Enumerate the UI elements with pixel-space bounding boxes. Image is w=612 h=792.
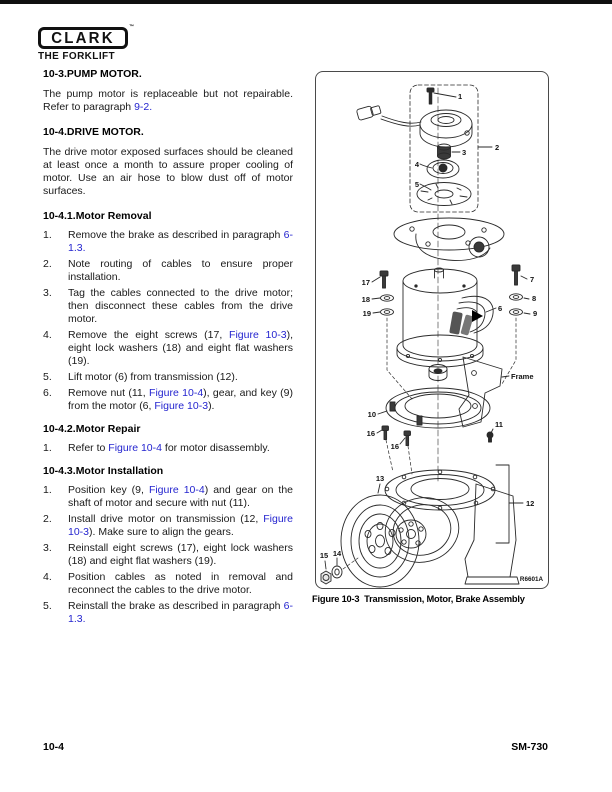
item-number: 1. bbox=[43, 442, 52, 454]
callout-8: 8 bbox=[532, 294, 537, 303]
item-number: 2. bbox=[43, 513, 52, 525]
page-number: 10-4 bbox=[43, 741, 65, 753]
text-column bbox=[43, 68, 293, 629]
callout-15: 15 bbox=[319, 551, 329, 560]
callout-6: 6 bbox=[498, 304, 503, 313]
doc-code: SM-730 bbox=[511, 741, 548, 753]
callout-2: 2 bbox=[495, 143, 500, 152]
callout-3: 3 bbox=[462, 148, 467, 157]
list-item bbox=[43, 571, 293, 597]
paragraph-text: Remove nut (11, bbox=[68, 387, 150, 399]
callout-11: 11 bbox=[495, 420, 503, 429]
xref-link[interactable]: Figure 10-3 bbox=[229, 329, 287, 341]
paragraph-text: Refer to bbox=[68, 442, 109, 454]
list-item bbox=[43, 329, 293, 368]
item-number: 5. bbox=[43, 371, 52, 383]
clark-logo-box bbox=[38, 27, 128, 49]
heading-pump-motor: 10-3.PUMP MOTOR. bbox=[43, 68, 142, 80]
callout-5: 5 bbox=[414, 180, 419, 189]
callout-10: 10 bbox=[367, 410, 376, 419]
diagram-linework bbox=[321, 85, 530, 587]
paragraph-text: ). bbox=[208, 400, 215, 412]
item-number: 4. bbox=[43, 329, 52, 341]
item-number: 1. bbox=[43, 484, 52, 496]
callout-18: 18 bbox=[361, 295, 370, 304]
paragraph-text: Position cables as noted in removal and reconnect the cables to the drive motor. bbox=[68, 571, 293, 596]
list-item bbox=[43, 600, 293, 626]
paragraph-text: ). Make sure to align the gears. bbox=[89, 526, 234, 538]
paragraph-text: Note routing of cables to ensure proper installation. bbox=[68, 258, 293, 283]
page-top-edge bbox=[0, 0, 612, 4]
clark-logo bbox=[38, 24, 134, 62]
xref-link[interactable]: Figure 10-4 bbox=[148, 484, 205, 496]
section-motor-installation bbox=[43, 465, 293, 626]
callout-frame: Frame bbox=[511, 372, 534, 381]
section-drive-motor bbox=[43, 126, 293, 198]
paragraph-text: Lift motor (6) from transmission (12). bbox=[68, 371, 238, 383]
paragraph-text: ) and gear on the shaft of motor and secure with nut (11). bbox=[68, 484, 293, 509]
paragraph-text: Remove the eight screws (17, bbox=[68, 329, 230, 341]
figure-10-3-frame bbox=[315, 71, 549, 589]
paragraph-text: Install drive motor on transmission (12, bbox=[68, 513, 264, 525]
paragraph-text: Remove the brake as described in paragraph bbox=[68, 229, 284, 241]
section-pump-motor bbox=[43, 68, 293, 114]
item-number: 6. bbox=[43, 387, 52, 399]
paragraph: The drive motor exposed surfaces should be cleaned at least once a month to assure proper cooling of motor. Use an air hose to blow dust off of motor surfaces. bbox=[43, 146, 293, 197]
paragraph-text: The pump motor is replaceable but not repairable. Refer to paragraph bbox=[43, 88, 293, 113]
callout-16a: 16 bbox=[366, 429, 375, 438]
xref-link[interactable]: 6-1.3. bbox=[68, 229, 293, 254]
callout-13: 13 bbox=[375, 474, 385, 483]
list-item bbox=[43, 513, 293, 539]
list-item bbox=[43, 287, 293, 326]
list-item bbox=[43, 442, 293, 455]
list-item bbox=[43, 387, 293, 413]
heading-motor-installation: 10-4.3.Motor Installation bbox=[43, 465, 164, 477]
paragraph-text: Reinstall the brake as described in paragraph bbox=[68, 600, 284, 612]
exploded-diagram bbox=[316, 72, 548, 588]
list-item bbox=[43, 542, 293, 568]
item-number: 4. bbox=[43, 571, 52, 583]
xref-link[interactable]: Figure 10-4 bbox=[108, 442, 162, 454]
item-number: 2. bbox=[43, 258, 52, 270]
item-number: 1. bbox=[43, 229, 52, 241]
item-number: 5. bbox=[43, 600, 52, 612]
clark-logo-text: CLARK bbox=[51, 29, 115, 47]
figure-caption: Figure 10-3 Transmission, Motor, Brake Assembly bbox=[312, 594, 525, 604]
callout-9: 9 bbox=[533, 309, 538, 318]
callout-17: 17 bbox=[361, 278, 370, 287]
callout-12: 12 bbox=[526, 499, 535, 508]
xref-link[interactable]: Figure 10-3 bbox=[68, 513, 293, 538]
item-number: 3. bbox=[43, 542, 52, 554]
list-item bbox=[43, 229, 293, 255]
clark-tagline: THE FORKLIFT bbox=[38, 51, 116, 62]
xref-link[interactable]: 9-2. bbox=[134, 101, 153, 113]
paragraph-text: Reinstall eight screws (17), eight lock washers (18) and eight flat washers (19). bbox=[68, 542, 293, 567]
callout-7: 7 bbox=[530, 275, 535, 284]
xref-link[interactable]: Figure 10-4 bbox=[149, 387, 204, 399]
heading-motor-removal: 10-4.1.Motor Removal bbox=[43, 210, 152, 222]
section-motor-removal bbox=[43, 210, 293, 413]
list-item bbox=[43, 484, 293, 510]
paragraph-text: Position key (9, bbox=[68, 484, 149, 496]
paragraph-text: ), eight lock washers (18) and eight flat washers (19). bbox=[68, 329, 293, 367]
xref-link[interactable]: 6-1.3. bbox=[68, 600, 293, 625]
heading-motor-repair: 10-4.2.Motor Repair bbox=[43, 423, 141, 435]
callout-4: 4 bbox=[414, 160, 419, 169]
list-item bbox=[43, 371, 293, 384]
paragraph-text: Tag the cables connected to the drive motor; then disconnect these cables from the drive motor. bbox=[68, 287, 293, 325]
paragraph bbox=[43, 88, 293, 114]
trademark-symbol: ™ bbox=[129, 24, 134, 30]
paragraph-text: for motor disassembly. bbox=[161, 442, 270, 454]
section-motor-repair bbox=[43, 423, 293, 455]
callout-16b: 16 bbox=[390, 442, 399, 451]
xref-link[interactable]: Figure 10-3 bbox=[154, 400, 209, 412]
heading-drive-motor: 10-4.DRIVE MOTOR. bbox=[43, 126, 144, 138]
list-item bbox=[43, 258, 293, 284]
figure-ref-code: R6601A bbox=[519, 576, 543, 583]
callout-19: 19 bbox=[362, 309, 371, 318]
callout-1: 1 bbox=[458, 92, 463, 101]
paragraph-text: ), gear, and key (9) from the motor (6, bbox=[68, 387, 293, 412]
item-number: 3. bbox=[43, 287, 52, 299]
callout-14: 14 bbox=[332, 549, 342, 558]
